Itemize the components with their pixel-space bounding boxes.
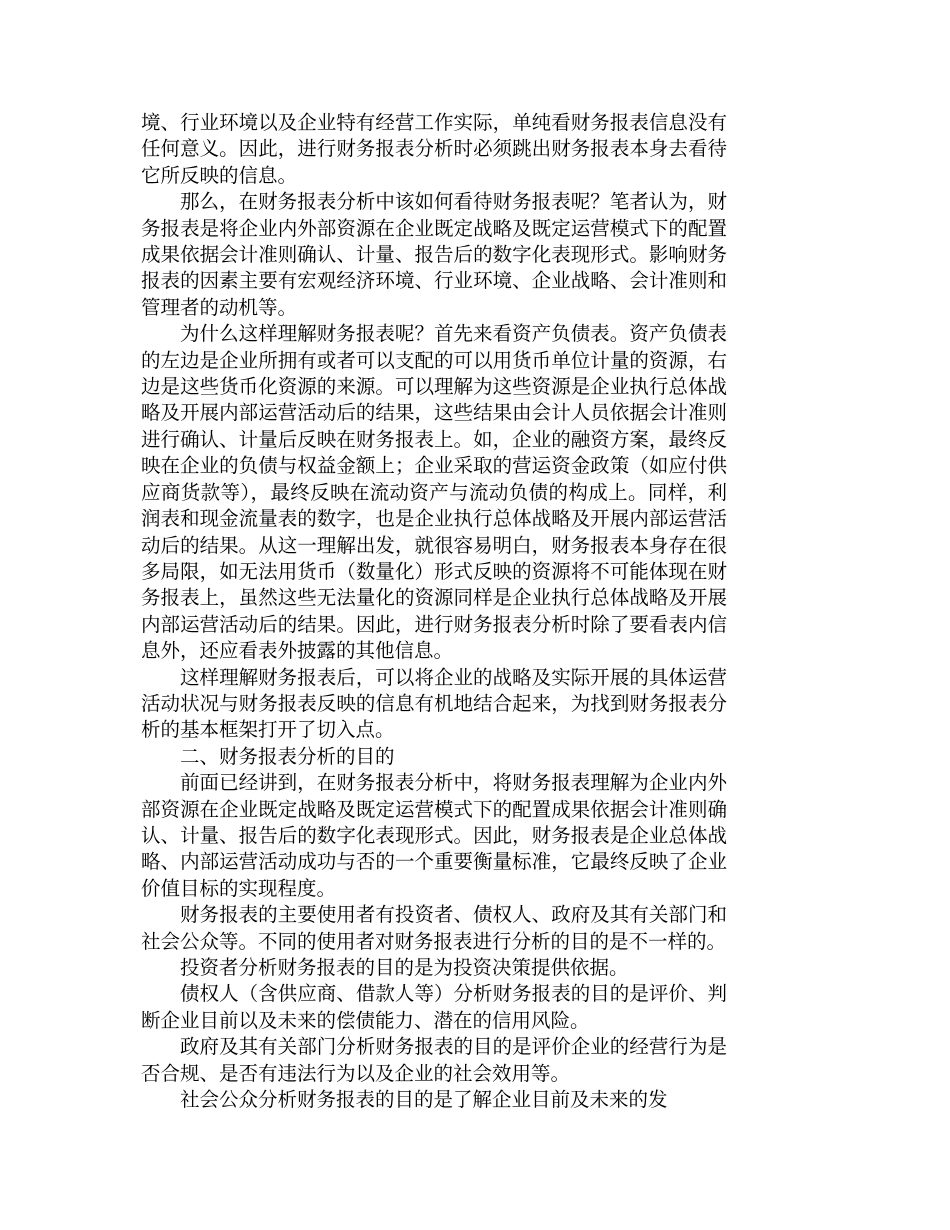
document-page [141,110,727,1113]
paragraph-1: 境、行业环境以及企业特有经营工作实际，单纯看财务报表信息没有任何意义。因此，进行财务报表分析时必须跳出财务报表本身去看待它所反映的信息。 [141,111,727,187]
paragraph-4: 这样理解财务报表后，可以将企业的战略及实际开展的具体运营活动状况与财务报表反映的信息有机地结合起来，为找到财务报表分析的基本框架打开了切入点。 [141,665,727,742]
section-heading: 二、财务报表分析的目的 [180,744,395,768]
paragraph-10: 社会公众分析财务报表的目的是了解企业目前及未来的发 [180,1088,668,1112]
paragraph-3: 为什么这样理解财务报表呢？首先来看资产负债表。资产负债表的左边是企业所拥有或者可以支配的可以用货币单位计量的资源，右边是这些货币化资源的来源。可以理解为这些资源是企业执行总体战略及开展内部运营活动后的结果，这些结果由会计人员依据会计准则进行确认、计量后反映在财务报表上。如，企业的融资方案，最终反映在企业的负债与权益金额上；企业采取的营运资金政策（如应付供应商货款等），最终反映在流动资产与流动负债的构成上。同样，利润表和现金流量表的数字，也是企业执行总体战略及开展内部运营活动后的结果。从这一理解出发，就很容易明白，财务报表本身存在很多局限，如无法用货币（数量化）形式反映的资源将不可能体现在财务报表上，虽然这些无法量化的资源同样是企业执行总体战略及开展内部运营活动后的结果。因此，进行财务报表分析时除了要看表内信息外，还应看表外披露的其他信息。 [141,322,727,663]
paragraph-6: 财务报表的主要使用者有投资者、债权人、政府及其有关部门和社会公众等。不同的使用者对财务报表进行分析的目的是不一样的。 [141,903,727,953]
paragraph-2: 那么，在财务报表分析中该如何看待财务报表呢？笔者认为，财务报表是将企业内外部资源在企业既定战略及既定运营模式下的配置成果依据会计准则确认、计量、报告后的数字化表现形式。影响财务报表的因素主要有宏观经济环境、行业环境、企业战略、会计准则和管理者的动机等。 [141,190,727,319]
paragraph-5: 前面已经讲到，在财务报表分析中，将财务报表理解为企业内外部资源在企业既定战略及既定运营模式下的配置成果依据会计准则确认、计量、报告后的数字化表现形式。因此，财务报表是企业总体战略、内部运营活动成功与否的一个重要衡量标准，它最终反映了企业价值目标的实现程度。 [141,771,727,900]
paragraph-9: 政府及其有关部门分析财务报表的目的是评价企业的经营行为是否合规、是否有违法行为以及企业的社会效用等。 [141,1035,727,1085]
paragraph-7: 投资者分析财务报表的目的是为投资决策提供依据。 [180,956,629,979]
paragraph-8: 债权人（含供应商、借款人等）分析财务报表的目的是评价、判断企业目前以及未来的偿债能力、潜在的信用风险。 [141,982,727,1032]
